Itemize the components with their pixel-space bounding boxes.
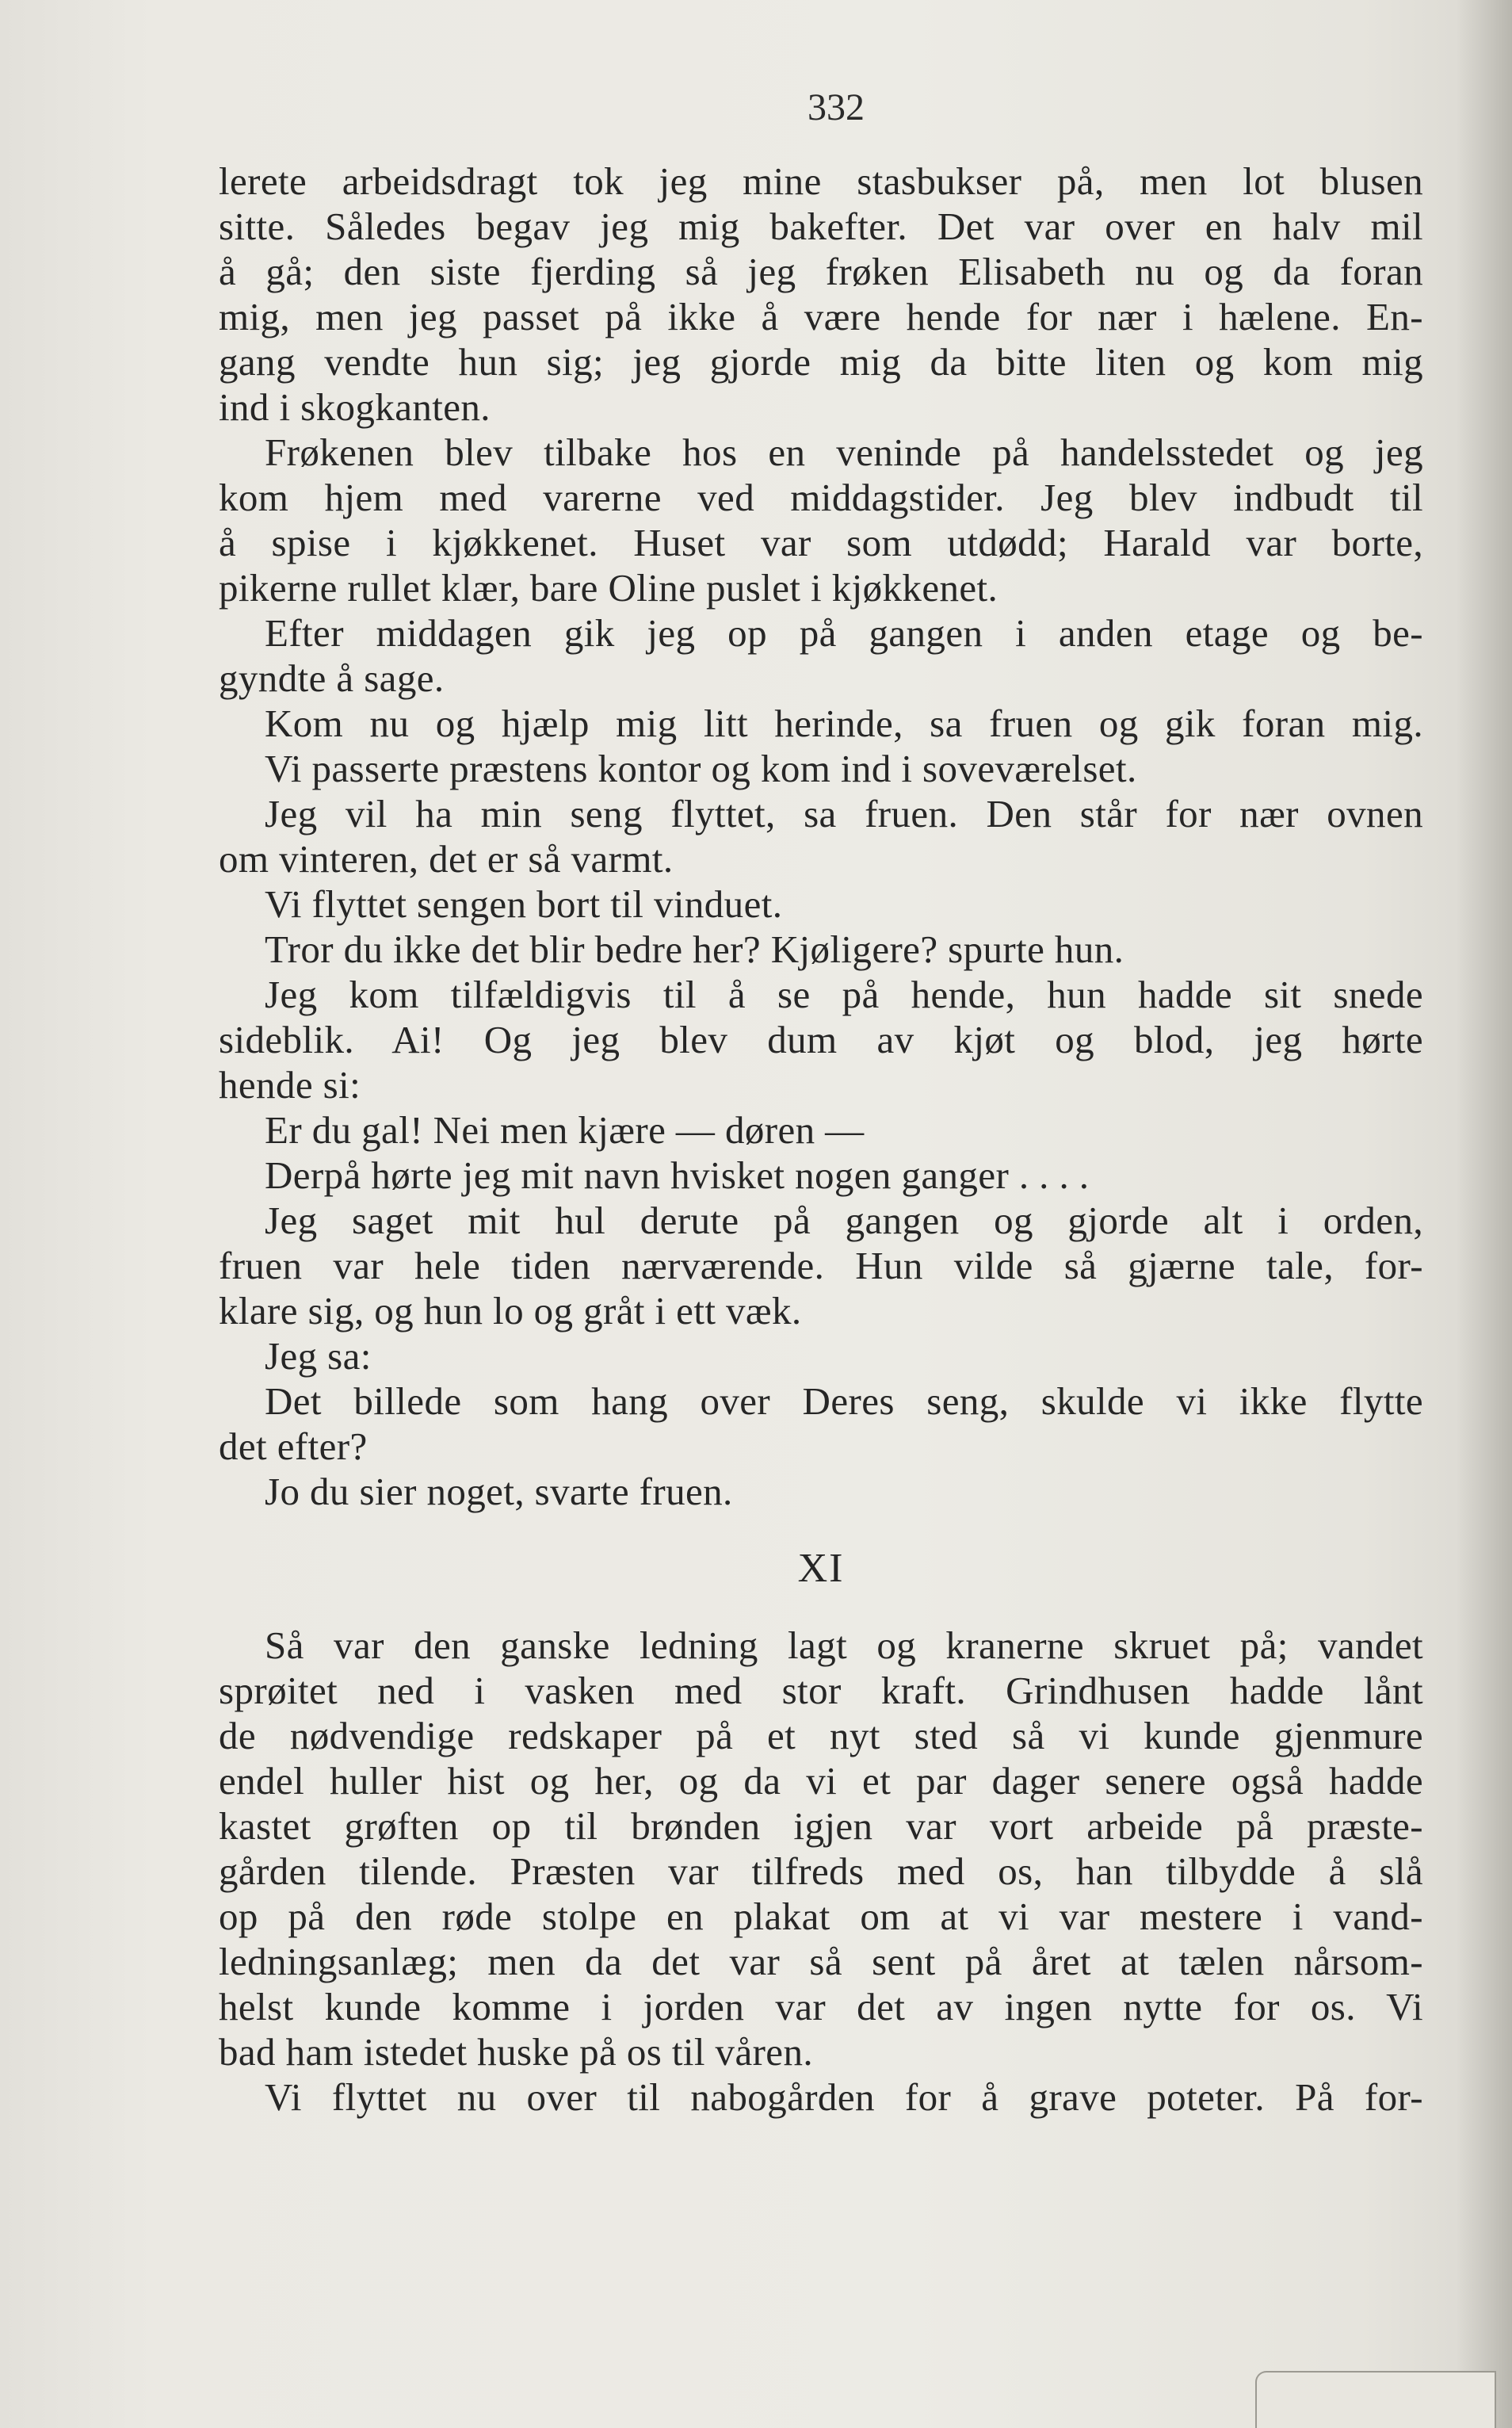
section-one <box>219 159 1423 1514</box>
text-line: Kom nu og hjælp mig litt herinde, sa fruen og gik foran mig. <box>265 702 1423 745</box>
text-line: sprøitet ned i vasken med stor kraft. Grindhusen hadde lånt <box>219 1669 1423 1712</box>
text-line: det efter? <box>219 1424 368 1468</box>
text-line: Efter middagen gik jeg op på gangen i anden etage og be- <box>265 611 1423 655</box>
text-line: gyndte å sage. <box>219 656 445 700</box>
text-line: helst kunde komme i jorden var det av ingen nytte for os. Vi <box>219 1985 1423 2028</box>
text-line: gården tilende. Præsten var tilfreds med os, han tilbydde å slå <box>219 1849 1423 1893</box>
text-line: Så var den ganske ledning lagt og kranerne skruet på; vandet <box>265 1623 1423 1667</box>
text-line: Jo du sier noget, svarte fruen. <box>265 1470 733 1513</box>
text-line: Tror du ikke det blir bedre her? Kjøligere? spurte hun. <box>265 927 1124 971</box>
text-line: de nødvendige redskaper på et nyt sted så vi kunde gjenmure <box>219 1714 1423 1757</box>
text-line: Jeg vil ha min seng flyttet, sa fruen. Den står for nær ovnen <box>265 792 1423 835</box>
text-line: Er du gal! Nei men kjære — døren — <box>265 1108 865 1152</box>
text-line: Vi passerte præstens kontor og kom ind i soveværelset. <box>265 747 1137 790</box>
text-line: Jeg kom tilfældigvis til å se på hende, hun hadde sit snede <box>265 973 1423 1016</box>
text-line: Jeg sa: <box>265 1334 372 1378</box>
text-line: kom hjem med varerne ved middagstider. Jeg blev indbudt til <box>219 476 1423 519</box>
text-line: fruen var hele tiden nærværende. Hun vilde så gjærne tale, for- <box>219 1244 1423 1287</box>
section-two <box>219 1623 1423 2120</box>
text-line: ledningsanlæg; men da det var så sent på året at tælen nårsom- <box>219 1940 1423 1983</box>
text-line: gang vendte hun sig; jeg gjorde mig da bitte liten og kom mig <box>219 340 1423 384</box>
text-line: op på den røde stolpe en plakat om at vi var mestere i vand- <box>219 1895 1423 1938</box>
text-line: Vi flyttet sengen bort til vinduet. <box>265 882 783 926</box>
text-line: lerete arbeidsdragt tok jeg mine stasbukser på, men lot blusen <box>219 159 1423 203</box>
text-line: sideblik. Ai! Og jeg blev dum av kjøt og blod, jeg hørte <box>219 1018 1423 1061</box>
text-line: Jeg saget mit hul derute på gangen og gjorde alt i orden, <box>265 1199 1423 1242</box>
text-line: endel huller hist og her, og da vi et par dager senere også hadde <box>219 1759 1423 1803</box>
text-line: pikerne rullet klær, bare Oline puslet i kjøkkenet. <box>219 566 998 610</box>
text-line: hende si: <box>219 1063 361 1107</box>
text-line: Vi flyttet nu over til nabogården for å grave poteter. På for- <box>265 2075 1423 2119</box>
text-line: Det billede som hang over Deres seng, skulde vi ikke flytte <box>265 1379 1423 1423</box>
text-line: mig, men jeg passet på ikke å være hende for nær i hælene. En- <box>219 295 1423 338</box>
text-line: Derpå hørte jeg mit navn hvisket nogen ganger . . . . <box>265 1153 1090 1197</box>
text-line: om vinteren, det er så varmt. <box>219 837 674 881</box>
corner-tab <box>1255 2371 1496 2428</box>
page-edge-shadow <box>1457 0 1512 2428</box>
text-line: bad ham istedet huske på os til våren. <box>219 2030 814 2074</box>
text-line: Frøkenen blev tilbake hos en veninde på handelsstedet og jeg <box>265 430 1423 474</box>
body-text <box>219 159 1423 2120</box>
text-line: å spise i kjøkkenet. Huset var som utdødd; Harald var borte, <box>219 521 1423 564</box>
chapter-heading: XI <box>797 1546 845 1591</box>
text-line: sitte. Således begav jeg mig bakefter. Det var over en halv mil <box>219 205 1423 248</box>
text-line: klare sig, og hun lo og gråt i ett væk. <box>219 1289 802 1333</box>
text-line: ind i skogkanten. <box>219 385 491 429</box>
text-line: kastet grøften op til brønden igjen var vort arbeide på præste- <box>219 1804 1423 1848</box>
text-line: å gå; den siste fjerding så jeg frøken Elisabeth nu og da foran <box>219 250 1423 293</box>
page-number: 332 <box>808 86 865 128</box>
